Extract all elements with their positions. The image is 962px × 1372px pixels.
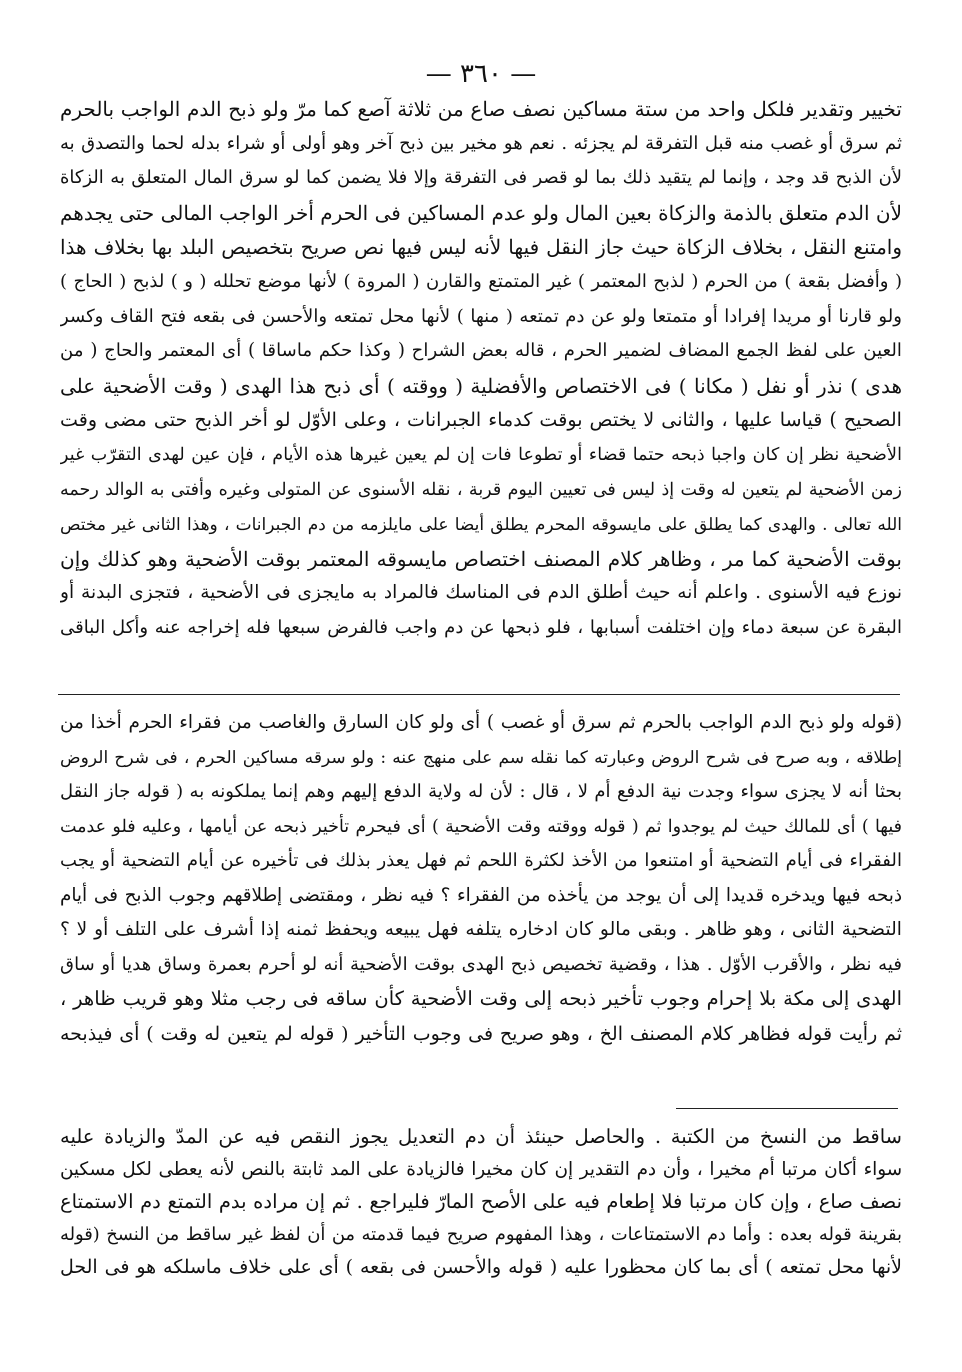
main-text-line: ولو قارنا أو مريدا إفرادا أو متمتعا ولو عن دم تمتعه ( منها ) لأنها محل تمتعه والأحسن فى بقعه فتح القاف وكسر — [60, 305, 902, 327]
main-text-line: الله تعالى . والهدى كما يطلق على مايسوقه المحرم يطلق أيضا على مايلزمه من دم الجبرانات ، وهذا الثانى غير مختص — [60, 514, 902, 535]
commentary-line: ثم رأيت قوله فظاهر كلام المصنف الخ ، وهو صريح فى وجوب التأخير ( قوله لم يتعين له وقت ) أى فيذبحه — [60, 1022, 902, 1045]
commentary-line: فيها ) أى للمالك حيث لم يوجدوا ثم ( قوله ووقته وقت الأضحية ) أى فيحرم تأخير ذبحه عن أيامها ، وعليه فلو عدمت — [60, 816, 902, 837]
main-text-line: لأن الذبح قد وجد ، وإنما لم يتقيد ذلك بما لو قصر فى التفرقة وإلا فلا يضمن كما لو سرق المال المتعلق به الزكاة — [60, 167, 902, 189]
main-text-line: زمن الأضحية لم يتعين له وقت إذ ليس فى تعيين اليوم قربة ، نقله الأسنوى عن المتولى وغيره وأفتى به الوالد رحمه — [60, 479, 902, 500]
main-text-line: العين على لفظ الجمع المضاف لضمير الحرم ، قاله بعض الشراح ( وكذا حكم ماساقا ) أى المعتمر والحاج ( من — [60, 340, 902, 362]
main-text-line: بوقت الأضحية كما مر ، وظاهر كلام المصنف اختصاص مايسوقه المعتمر بوقت الأضحية وهو كذلك وإن — [60, 546, 902, 571]
page-number: — ٣٦٠ — — [425, 59, 537, 89]
main-text-line: ( وأفضل بقعة ) من الحرم ( لذبح المعتمر ) غير المتمتع والقارن ( المروة ) لأنها موضع تحلله ( و ) لذبح ( الحاج ) — [60, 270, 902, 292]
commentary-line: الهدى إلى مكة بلا إحرام وجوب تأخير ذبحه إلى وقت الأضحية كأن ساقه فى رجب مثلا وهو قريب ظاهر ، — [60, 987, 902, 1010]
main-text — [60, 92, 902, 646]
commentary-text — [60, 706, 902, 1051]
main-text-line: الصحيح ) قياسا عليها ، والثانى لا يختص بوقت كدماء الجبرانات ، وعلى الأوّل لو أخر الذبح حتى مضى وقت — [60, 408, 902, 432]
main-text-line: البقرة عن سبعة دماء وإن اختلفت أسبابها ، فلو ذبحها عن دم واجب فالفرض سبعها فله إخراجه عنه وأكل الباقى — [60, 616, 902, 638]
commentary-line: بحثا أنه لا يجزى سواء وجدت نية الدفع أم لا ، قال : لأن له ولاية الدفع إليهم وهم إنما يملكونه به ( قوله جاز النقل — [60, 781, 902, 802]
commentary-line: ذبحه فيها ويدخره قديدا إلى أن يوجد من يأخذه من الفقراء ؟ فيه نظر ، ومقتضى إطلاقهم وجوب الذبح فى أيام — [60, 884, 902, 906]
separator-rule — [58, 694, 900, 695]
main-text-line: وامتنع النقل ، بخلاف الزكاة حيث جاز النقل فيها لأنه ليس فيها نص صريح بتخصيص البلد بها بخلاف هذا — [60, 235, 902, 260]
commentary-line: (قوله ولو ذبح الدم الواجب بالحرم ثم سرق أو غصب ) أى ولو كان السارق والغاصب من فقراء الحرم أخذا من — [60, 712, 902, 733]
footnote-line: بقرينة قوله بعده : وأما دم الاستمتاعات ، وهذا المفهوم صريح فيما قدمته من أن لفظ غير ساقط من النسخ (قوله — [60, 1223, 902, 1245]
commentary-line: إطلاقه ، وبه صرح فى شرح الروض وعبارته كما نقله سم على منهج عنه : ولو سرقه مساكين الحرم ، فى شرح الروض — [60, 747, 902, 768]
footnote-text — [60, 1121, 902, 1284]
footnote-line: ساقط من النسخ من الكتبة . والحاصل حينئذ أن دم التعديل يجوز النقص فيه عن المدّ والزيادة عليه — [60, 1125, 902, 1148]
commentary-line: الفقراء فى أيام التضحية أو امتنعوا من الأخذ لكثرة اللحم ثم فهل يعذر بذلك فى تأخيره عن أيام التضحية أو يجب — [60, 850, 902, 871]
main-text-line: تخيير وتقدير فلكل واحد من ستة مساكين نصف صاع من ثلاثة آصع كما مرّ ولو ذبح الدم الواجب بالحرم — [60, 97, 902, 121]
footnote-line: لأنها محل تمتعه ) أى بما كان محظورا عليه ( قوله والأحسن فى بقعه ) أى على خلاف ماسلكه هو فى الحل — [60, 1256, 902, 1278]
commentary-line: التضحية الثانى ، وهو ظاهر . وبقى مالو كان ادخاره يتلفه فهل يبيعه ويحفظ ثمنه إذا أشرف على التلف أو لا ؟ — [60, 919, 902, 940]
main-text-line: ثم سرق أو غصب منه قبل التفرقة لم يجزئه . نعم هو مخير بين ذبح آخر وهو أولى أو شراء بدله لحما والتصدق به — [60, 132, 902, 154]
footnote-line: نصف صاع ، وإن كان مرتبا فلا إطعام فيه على الأصح المارّ فليراجع . ثم إن مراده بدم التمتع دم الاستمتاع — [60, 1190, 902, 1213]
commentary-line: فيه نظر ، والأقرب الأوّل . هذا ، وقضية تخصيص ذبح الهدى بوقت الأضحية أنه لو أحرم بعمرة وساق هديا أو ساق — [60, 953, 902, 975]
main-text-line: هدى ) نذر أو نفل ( مكانا ) فى الاختصاص والأفضلية ( ووقته ) أى ذبح هذا الهدى ( وقت الأضحية على — [60, 373, 902, 398]
main-text-line: نوزع فيه الأسنوى . واعلم أنه حيث أطلق الدم فى المناسك فالمراد به مايجزى فى الأضحية ، فتجزى البدنة أو — [60, 582, 902, 604]
footnote-rule — [676, 1108, 898, 1109]
footnote-line: سواء أكان مرتبا أم مخيرا ، وأن دم التقدير إن كان مخيرا فالزيادة على المد ثابتة بالنص لأنه يعطى لكل مسكين — [60, 1158, 902, 1180]
main-text-line: الأضحية نظر إن كان واجبا ذبحه حتما قضاء أو تطوعا فات إن لم يعين غيرها هذه الأيام ، فإن عين لهدى التقرّب غير — [60, 444, 902, 465]
main-text-line: لأن الدم متعلق بالذمة والزكاة بعين المال ولو عدم المساكين فى الحرم أخر الواجب المالى حتى يجدهم — [60, 200, 902, 225]
